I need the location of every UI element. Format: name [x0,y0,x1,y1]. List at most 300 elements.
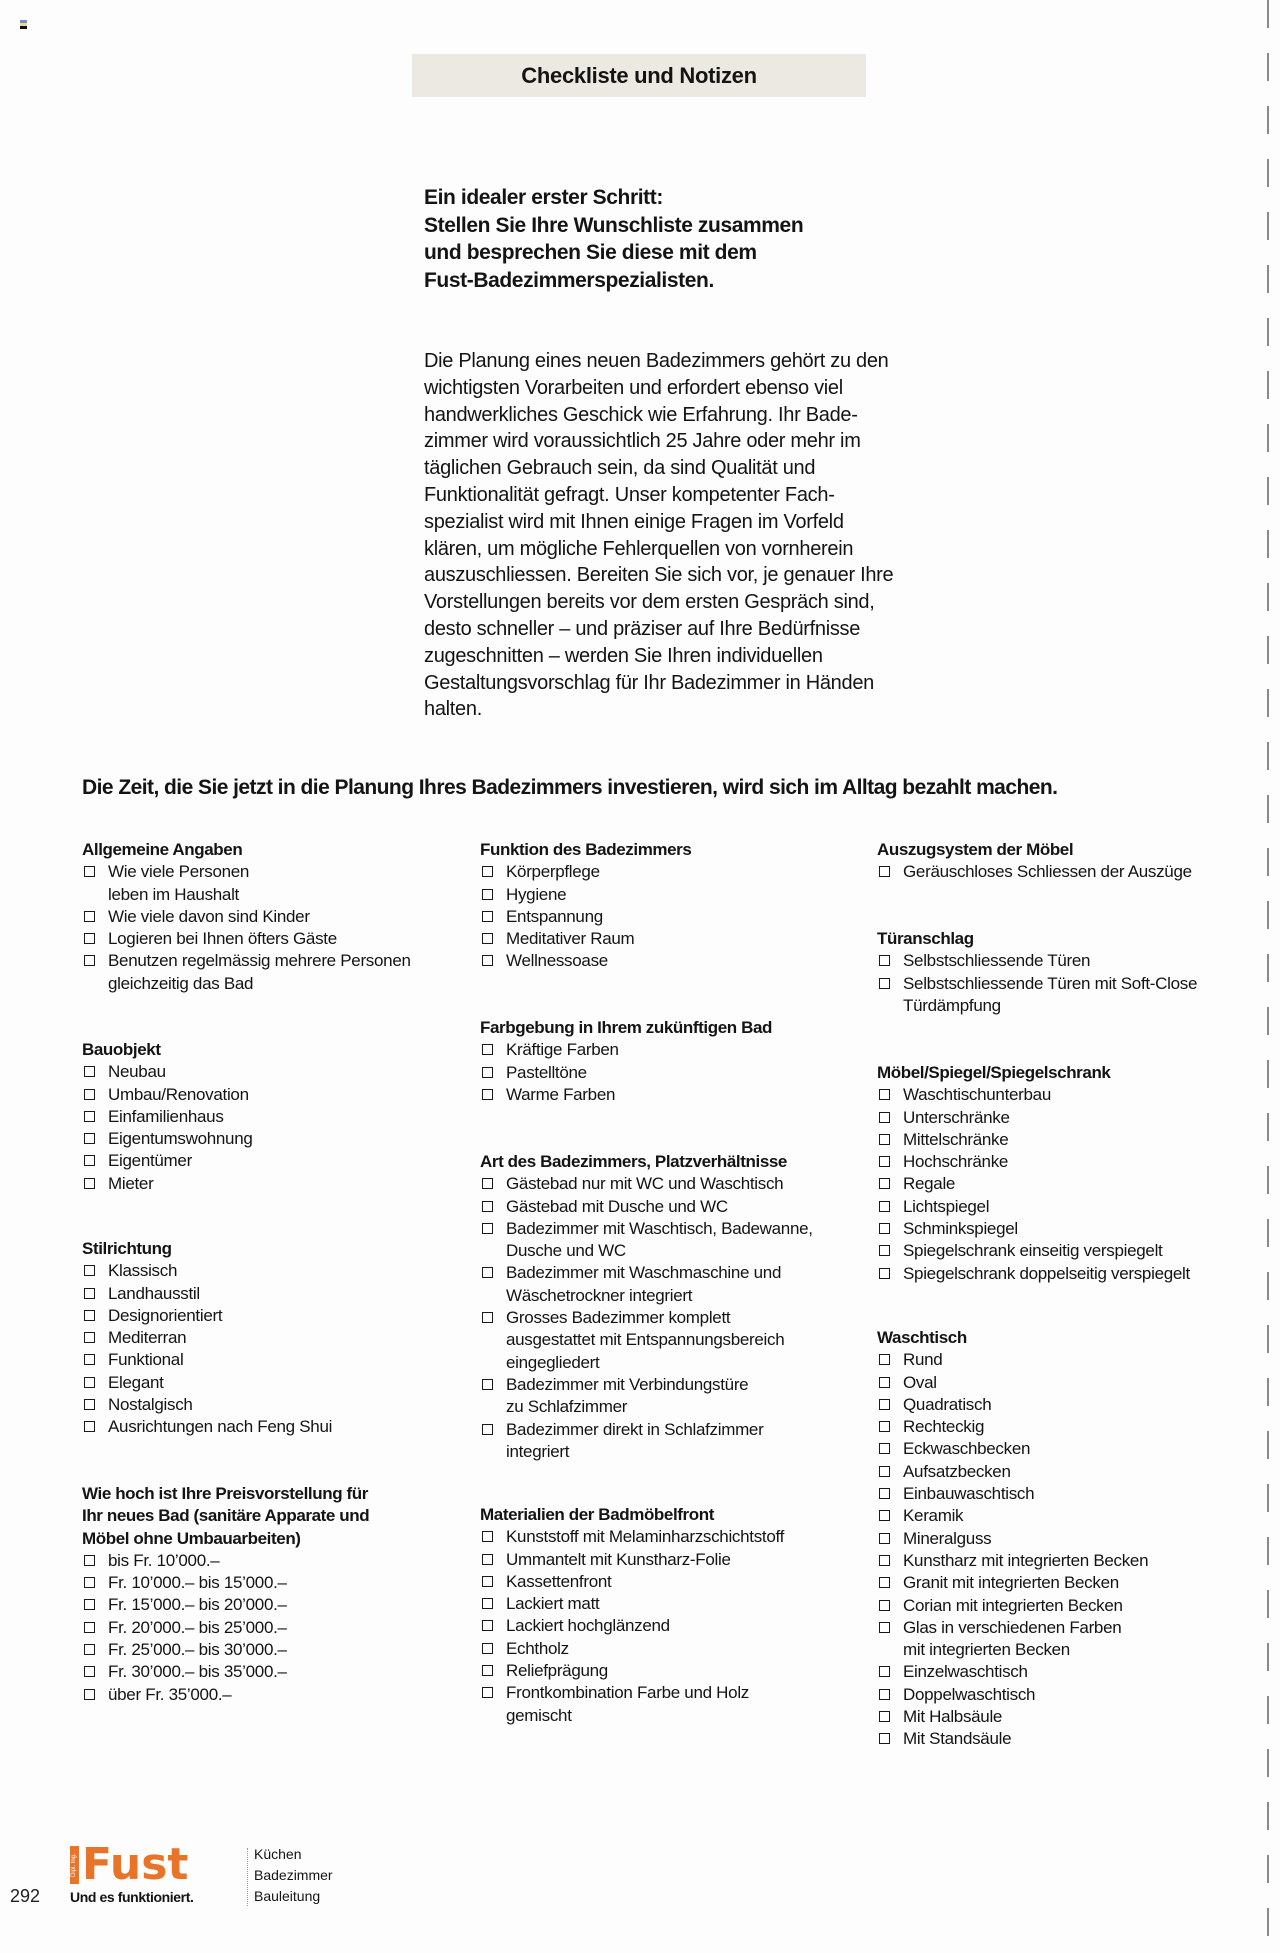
checkbox[interactable] [879,1600,890,1611]
checkbox[interactable] [84,1310,95,1321]
checklist-item[interactable] [82,906,411,928]
checklist-item[interactable] [877,1218,1190,1240]
checklist-item[interactable] [480,1615,784,1637]
checkbox[interactable] [84,1421,95,1432]
checklist-item-line: bis Fr. 10’000.– [108,1550,220,1570]
checkbox[interactable] [879,1399,890,1410]
intro-line: desto schneller – und präziser auf Ihre Bedürfnisse [424,617,861,640]
checklist-item-line: Fr. 10’000.– bis 15’000.– [108,1573,287,1593]
checklist-item[interactable] [82,1617,369,1639]
checklist-item-label [903,1684,1035,1706]
checklist-item-line: leben im Haushalt [108,884,239,904]
checklist-item-line: Mieter [108,1173,154,1193]
checkbox[interactable] [84,1354,95,1365]
checklist-item[interactable] [82,1372,332,1394]
checkbox[interactable] [84,1133,95,1144]
checkbox[interactable] [482,1424,493,1435]
checklist-section [82,1483,369,1706]
checklist-section [82,839,411,995]
section-heading: Farbgebung in Ihrem zukünftigen Bad [480,1018,773,1037]
checklist-item-label [108,1283,200,1305]
tagline: Die Zeit, die Sie jetzt in die Planung Ihres Badezimmers investieren, wird sich im Alltag bezahlt machen. [82,776,1058,799]
checklist-item-label [506,1638,569,1660]
checklist-item-label [903,1151,1008,1173]
checklist-item[interactable] [480,1526,784,1548]
checklist-item[interactable] [480,950,691,972]
checklist-item-line: Fr. 20’000.– bis 25’000.– [108,1617,287,1637]
checklist-item-line: Rechteckig [903,1417,985,1437]
checklist-item-label [903,861,1192,883]
checkbox[interactable] [482,1089,493,1100]
page-number: 292 [10,1886,41,1906]
checkbox[interactable] [482,1067,493,1078]
checkbox[interactable] [482,889,493,900]
checklist-item-line: Meditativer Raum [506,929,635,949]
checkbox[interactable] [879,1577,890,1588]
checklist-section [480,1017,772,1106]
checklist-item-line: über Fr. 35’000.– [108,1684,232,1704]
intro-line: Gestaltungsvorschlag für Ihr Badezimmer in Händen [424,671,874,694]
checklist-item-line: Lackiert hochglänzend [506,1616,670,1636]
checklist-item-line: Spiegelschrank einseitig verspiegelt [903,1241,1163,1261]
checklist-item[interactable] [82,950,411,995]
checklist-item-line: Umbau/Renovation [108,1084,249,1104]
checklist-item[interactable] [82,1150,253,1172]
checklist-item[interactable] [480,1062,772,1084]
checkbox[interactable] [879,1666,890,1677]
checklist-item[interactable] [877,1349,1148,1371]
checkbox[interactable] [879,1201,890,1212]
lead-line: Ein idealer erster Schritt: [424,186,663,209]
checklist-item[interactable] [480,928,691,950]
checklist-item-label [903,1728,1011,1750]
checklist-item-line: Fr. 30’000.– bis 35’000.– [108,1662,287,1682]
checkbox[interactable] [84,1577,95,1588]
checklist-item[interactable] [82,928,411,950]
section-heading: Funktion des Badezimmers [480,840,692,859]
checklist-item[interactable] [480,884,691,906]
checklist-item-line: Wie viele davon sind Kinder [108,906,310,926]
checklist-item-label [108,1260,177,1282]
checklist-item-label [903,1084,1051,1106]
checkbox[interactable] [84,1377,95,1388]
checklist-item[interactable] [877,1572,1148,1594]
checklist-item-label [903,1438,1030,1460]
checklist-item-label [506,884,566,906]
checkbox[interactable] [879,955,890,966]
checklist-item-label [506,1262,781,1307]
page-title-box [412,54,866,97]
checkbox[interactable] [879,1555,890,1566]
checklist-item[interactable] [480,1660,784,1682]
checklist-item-line: Regale [903,1174,956,1194]
checklist-item-line: Unterschränke [903,1107,1010,1127]
lead-line: und besprechen Sie diese mit dem [424,241,757,264]
checkbox[interactable] [879,1134,890,1145]
checklist-item-label [903,1240,1162,1262]
checklist-item[interactable] [877,1461,1148,1483]
checklist-item[interactable] [480,1549,784,1571]
checkbox[interactable] [482,1598,493,1609]
checklist-item[interactable] [877,1617,1148,1662]
checklist-item-line: Elegant [108,1372,164,1392]
checklist-item-label [108,1617,287,1639]
checklist-item-label [506,1062,587,1084]
section-heading: Materialien der Badmöbelfront [480,1505,714,1524]
checkbox[interactable] [482,1178,493,1189]
checklist-item-line: Eigentumswohnung [108,1129,253,1149]
checklist-item-label [903,1218,1018,1240]
checklist-item-line: Lackiert matt [506,1594,600,1614]
checklist-item-line: Granit mit integrierten Becken [903,1573,1119,1593]
checklist-section [82,1039,253,1195]
checklist-item-line: Badezimmer mit Waschtisch, Badewanne, [506,1218,813,1238]
checkbox[interactable] [879,1733,890,1744]
checklist-item-label [506,1682,749,1727]
checklist-item-label [506,1173,783,1195]
checklist-item-label [506,1660,608,1682]
checklist-item-line: Körperpflege [506,862,600,882]
checkbox[interactable] [482,866,493,877]
checkbox[interactable] [482,911,493,922]
logo-wordmark: Fust [82,1844,189,1886]
checklist-item[interactable] [480,1419,813,1464]
checkbox[interactable] [879,1622,890,1633]
checkbox[interactable] [879,1533,890,1544]
checkbox[interactable] [482,955,493,966]
checklist-item-line: Echtholz [506,1638,569,1658]
intro-line: auszuschliessen. Bereiten Sie sich vor, je genauer Ihre [424,564,894,587]
checklist-item-label [108,1084,249,1106]
checkbox[interactable] [482,1223,493,1234]
division-item: Bauleitung [254,1888,321,1904]
checklist-item-label [506,1196,728,1218]
checkbox[interactable] [84,955,95,966]
checkbox[interactable] [879,1421,890,1432]
checklist-item[interactable] [480,1084,772,1106]
checklist-item-label [506,1571,611,1593]
intro-line: Die Planung eines neuen Badezimmers gehört zu den [424,350,889,372]
checklist-item-label [108,1106,224,1128]
checklist-item-line: Badezimmer mit Verbindungstüre [506,1374,749,1394]
checkbox[interactable] [879,1245,890,1256]
checklist-item[interactable] [877,1372,1148,1394]
checklist-item-line: integriert [506,1441,570,1461]
checklist-item[interactable] [82,1173,253,1195]
checkbox[interactable] [879,1089,890,1100]
checklist-item[interactable] [82,1327,332,1349]
page-footer [0,1840,400,1912]
checklist-item[interactable] [877,973,1197,1018]
checkbox[interactable] [879,1223,890,1234]
checklist-item[interactable] [82,1394,332,1416]
checkbox[interactable] [84,1089,95,1100]
checklist-item[interactable] [877,1483,1148,1505]
intro-line: spezialist wird mit Ihnen einige Fragen im Vorfeld [424,510,844,533]
checkbox[interactable] [879,1156,890,1167]
checklist-item-label [108,1394,193,1416]
checklist-item-line: Wäschetrockner integriert [506,1285,693,1305]
checkbox[interactable] [84,1288,95,1299]
checkbox[interactable] [84,1155,95,1166]
checklist-item[interactable] [82,1550,369,1572]
checklist-item[interactable] [877,1107,1190,1129]
checklist-item[interactable] [480,1593,784,1615]
checkbox[interactable] [84,1066,95,1077]
checkbox[interactable] [879,1510,890,1521]
checklist-item-line: Reliefprägung [506,1661,608,1681]
checklist-item-line: Wie viele Personen [108,862,250,882]
section-heading: Allgemeine Angaben [82,840,243,859]
checklist-item[interactable] [877,1528,1148,1550]
checklist-item[interactable] [480,1307,813,1374]
checkbox[interactable] [482,1044,493,1055]
checklist-item-line: Funktional [108,1350,184,1370]
checklist-item-line: Mittelschränke [903,1129,1009,1149]
intro-line: täglichen Gebrauch sein, da sind Qualität und [424,457,816,480]
checkbox[interactable] [879,1711,890,1722]
checklist-item[interactable] [480,1571,784,1593]
checkbox[interactable] [84,1555,95,1566]
checkbox[interactable] [84,1399,95,1410]
checklist-item[interactable] [480,861,691,883]
checkbox[interactable] [482,1643,493,1654]
checklist-item[interactable] [480,1196,813,1218]
checklist-item-label [108,1594,287,1616]
checklist-item-label [506,1218,813,1263]
checkbox[interactable] [84,1644,95,1655]
checklist-item-line: Gästebad nur mit WC und Waschtisch [506,1174,784,1194]
checklist-item[interactable] [877,1129,1190,1151]
checkbox[interactable] [879,866,890,877]
checklist-item-line: Selbstschliessende Türen [903,951,1091,971]
checklist-item-line: Kunststoff mit Melaminharzschichtstoff [506,1527,785,1547]
checkbox[interactable] [84,911,95,922]
checklist-item[interactable] [82,1594,369,1616]
checklist-item[interactable] [877,1173,1190,1195]
checklist-item-label [108,1173,153,1195]
checklist-item[interactable] [877,1263,1190,1285]
checklist-item-line: Fr. 15’000.– bis 20’000.– [108,1595,287,1615]
checklist-item-line: Mineralguss [903,1528,992,1548]
checklist-item[interactable] [82,1305,332,1327]
checklist-item-line: Fr. 25’000.– bis 30’000.– [108,1640,287,1660]
checklist-item[interactable] [82,1416,332,1438]
checklist-item-label [108,950,411,995]
checklist-item[interactable] [877,1196,1190,1218]
checklist-item[interactable] [82,1260,332,1282]
checkbox[interactable] [84,1265,95,1276]
checklist-item-line: Nostalgisch [108,1395,193,1415]
checkbox[interactable] [482,933,493,944]
checklist-item-line: Selbstschliessende Türen mit Soft-Close [903,973,1198,993]
checklist-item[interactable] [480,1682,784,1727]
checkbox[interactable] [84,1666,95,1677]
checkbox[interactable] [84,933,95,944]
checklist-item[interactable] [480,1173,813,1195]
division-item: Küchen [254,1846,302,1862]
checklist-item-line: Landhausstil [108,1283,200,1303]
section-heading: Wie hoch ist Ihre Preisvorstellung für [82,1484,368,1503]
checklist-item-line: Benutzen regelmässig mehrere Personen [108,951,411,971]
checklist-item-label [108,1684,231,1706]
checkbox[interactable] [879,1112,890,1123]
checklist-item-label [903,1661,1028,1683]
checklist-item-label [108,906,310,928]
checklist-item-line: Einfamilienhaus [108,1106,224,1126]
checklist-item-line: Hochschränke [903,1152,1009,1172]
checklist-item[interactable] [480,1638,784,1660]
checklist-item[interactable] [82,861,411,906]
checklist-item-label [903,1349,942,1371]
checklist-item-line: eingegliedert [506,1352,600,1372]
checkbox[interactable] [84,1622,95,1633]
checklist-item[interactable] [82,1283,332,1305]
checkbox[interactable] [879,1268,890,1279]
checklist-item[interactable] [877,950,1197,972]
logo-divider [247,1848,248,1906]
checkbox[interactable] [879,1377,890,1388]
checklist-item[interactable] [82,1128,253,1150]
checklist-item[interactable] [877,1240,1190,1262]
checklist-item-label [506,906,603,928]
checklist-item[interactable] [877,1438,1148,1460]
checkbox[interactable] [84,1332,95,1343]
checklist-item[interactable] [82,1349,332,1371]
intro-line: zimmer wird voraussichtlich 25 Jahre oder mehr im [424,430,861,453]
section-heading: Stilrichtung [82,1239,172,1258]
checklist-item-line: Türdämpfung [903,995,1001,1015]
checklist-item[interactable] [877,1151,1190,1173]
checklist-item-line: Grosses Badezimmer komplett [506,1308,731,1328]
checklist-item-label [903,1196,989,1218]
checkbox[interactable] [482,1554,493,1565]
checklist-item-line: Mit Standsäule [903,1729,1012,1749]
checklist-item-line: Eckwaschbecken [903,1439,1031,1459]
checkbox[interactable] [84,1178,95,1189]
checkbox[interactable] [84,1689,95,1700]
checklist-item-line: Kräftige Farben [506,1040,619,1060]
checklist-item-label [506,1615,670,1637]
checkbox[interactable] [482,1379,493,1390]
checkbox[interactable] [879,978,890,989]
checklist-item[interactable] [877,1416,1148,1438]
checklist-item[interactable] [82,1572,369,1594]
checkbox[interactable] [482,1687,493,1698]
checklist-item-label [506,861,600,883]
checklist-item-line: Gästebad mit Dusche und WC [506,1196,728,1216]
checklist-item-line: Rund [903,1350,943,1370]
checklist-item[interactable] [480,1039,772,1061]
checklist-item[interactable] [877,1684,1148,1706]
checkbox[interactable] [84,866,95,877]
checklist-item[interactable] [877,1505,1148,1527]
checklist-item[interactable] [877,861,1192,883]
checklist-section [480,1504,784,1727]
checklist-item[interactable] [877,1084,1190,1106]
checkbox[interactable] [482,1576,493,1587]
checkbox[interactable] [879,1443,890,1454]
checklist-item[interactable] [480,1262,813,1307]
checklist-item-label [108,1639,287,1661]
checklist-item[interactable] [82,1084,253,1106]
checkbox[interactable] [879,1466,890,1477]
checkbox[interactable] [482,1531,493,1542]
checklist-item-line: Logieren bei Ihnen öfters Gäste [108,929,337,949]
checklist-item[interactable] [877,1706,1148,1728]
checklist-item[interactable] [480,1218,813,1263]
checklist-item-line: Kassettenfront [506,1571,612,1591]
checklist-item-line: Glas in verschiedenen Farben [903,1617,1122,1637]
checklist-item[interactable] [877,1595,1148,1617]
checklist-item[interactable] [480,1374,813,1419]
logo-vertical-text: Dipl. Ing. [70,1846,79,1884]
checklist-item-line: Mit Halbsäule [903,1707,1003,1727]
section-heading: Bauobjekt [82,1040,161,1059]
checkbox[interactable] [84,1111,95,1122]
checklist-item-line: Doppelwaschtisch [903,1684,1036,1704]
checklist-item-line: Eigentümer [108,1151,192,1171]
checklist-section [877,928,1197,1017]
checklist-item[interactable] [82,1639,369,1661]
checkbox[interactable] [482,1201,493,1212]
checklist-item[interactable] [877,1394,1148,1416]
checklist-item-line: Warme Farben [506,1084,616,1104]
section-heading: Waschtisch [877,1328,967,1347]
checklist-item[interactable] [877,1728,1148,1750]
checklist-item-line: Entspannung [506,906,603,926]
checklist-item-label [506,928,634,950]
checklist-item-label [903,1595,1123,1617]
checkbox[interactable] [482,1267,493,1278]
checklist-item[interactable] [82,1061,253,1083]
checklist-item[interactable] [480,906,691,928]
checklist-item-line: Lichtspiegel [903,1196,990,1216]
checklist-item[interactable] [82,1684,369,1706]
checklist-item-label [903,1394,991,1416]
intro-line: handwerkliches Geschick wie Erfahrung. Ihr Bade- [424,403,858,426]
checkbox[interactable] [879,1178,890,1189]
checkbox[interactable] [879,1488,890,1499]
checkbox[interactable] [879,1354,890,1365]
checkbox[interactable] [84,1599,95,1610]
checklist-item-label [108,1061,166,1083]
checklist-item-label [903,1528,991,1550]
checkbox[interactable] [482,1312,493,1323]
section-heading: Möbel ohne Umbauarbeiten) [82,1528,301,1548]
checkbox[interactable] [482,1620,493,1631]
lead-line: Stellen Sie Ihre Wunschliste zusammen [424,213,804,237]
checkbox[interactable] [482,1665,493,1676]
intro-line: zugeschnitten – werden Sie Ihren individuellen [424,644,823,667]
checklist-item-label [108,1128,253,1150]
checklist-item[interactable] [877,1661,1148,1683]
checkbox[interactable] [879,1689,890,1700]
checklist-section [877,1062,1190,1285]
checklist-item[interactable] [82,1106,253,1128]
checklist-item[interactable] [82,1661,369,1683]
checklist-item[interactable] [877,1550,1148,1572]
intro-paragraph [424,348,984,723]
checklist-item-line: Ummantelt mit Kunstharz-Folie [506,1549,731,1569]
checklist-item-label [903,1483,1034,1505]
checklist-item-line: Waschtischunterbau [903,1085,1051,1105]
checklist-item-label [903,1572,1119,1594]
section-heading: Auszugsystem der Möbel [877,840,1074,859]
checklist-item-line: gemischt [506,1705,572,1725]
checklist-item-label [506,1419,763,1464]
section-heading: Art des Badezimmers, Platzverhältnisse [480,1152,787,1171]
